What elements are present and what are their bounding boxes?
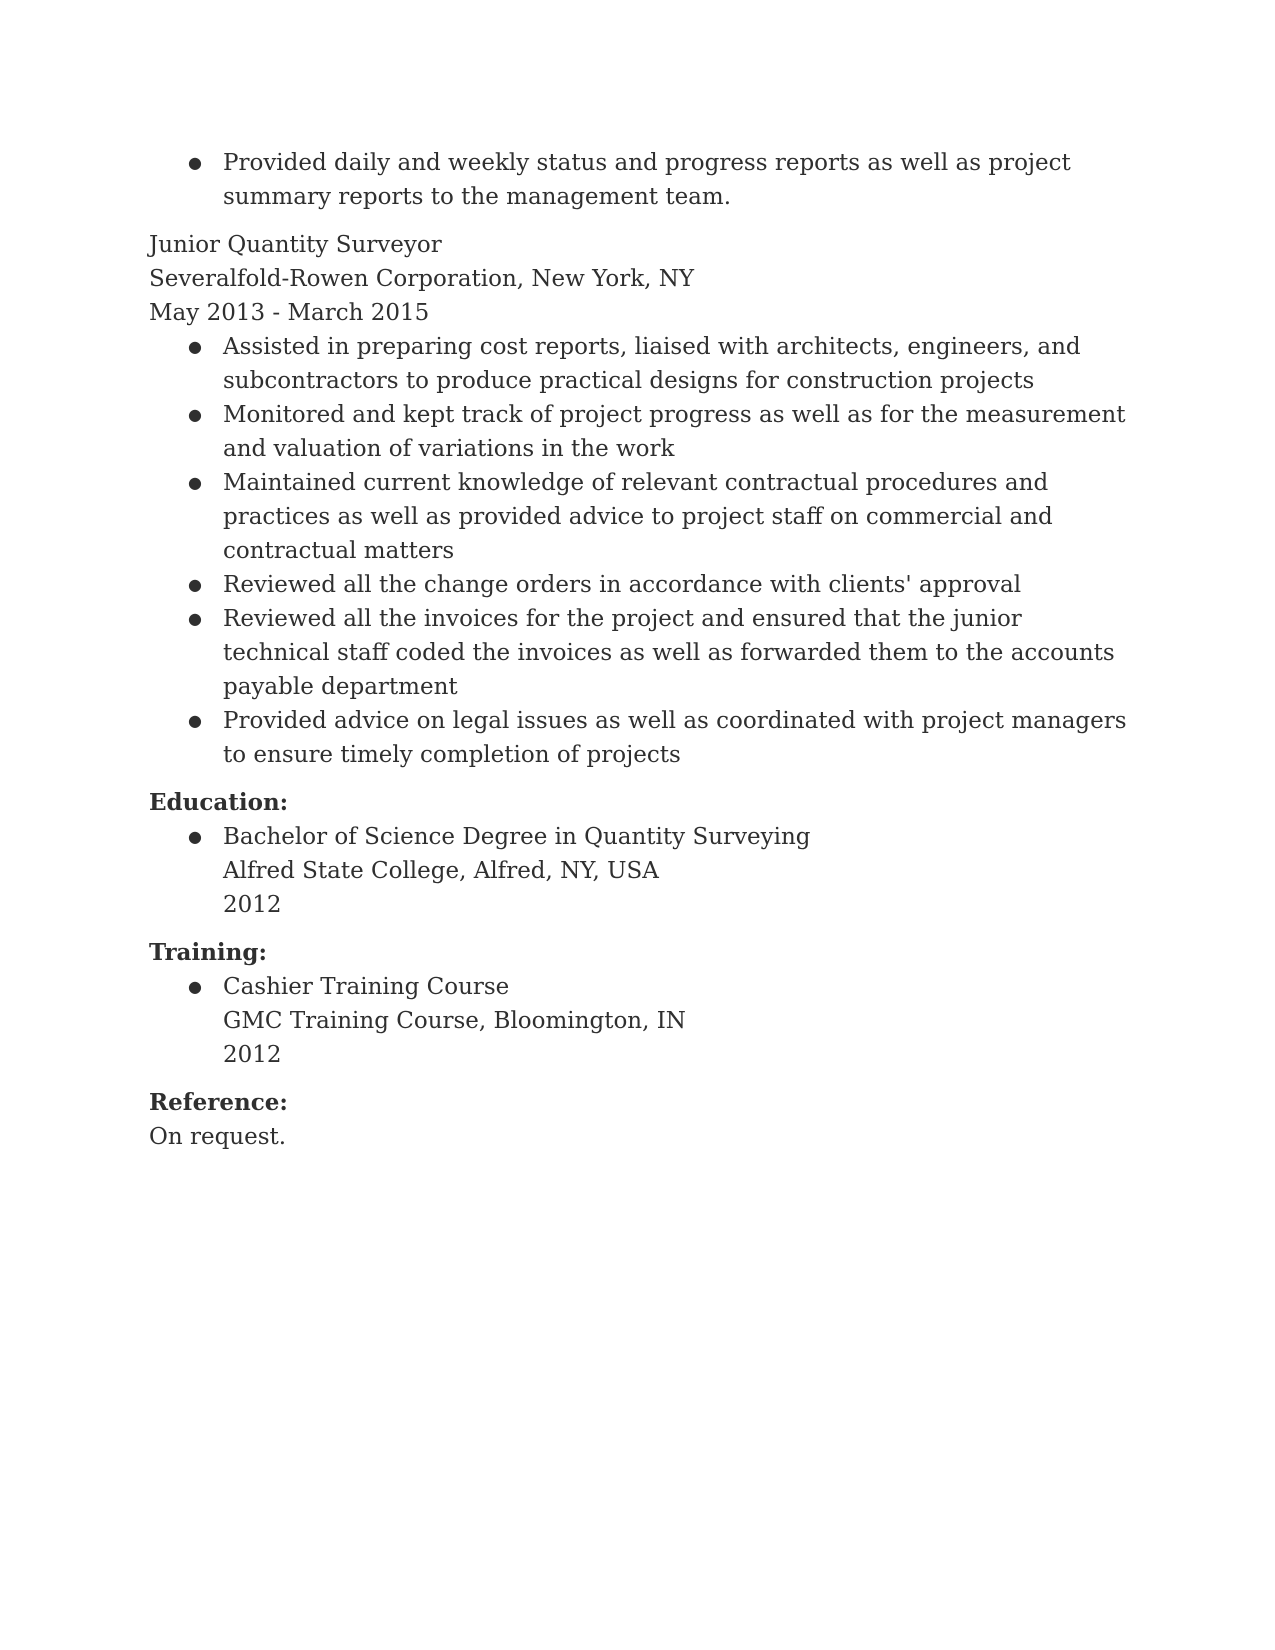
bullet-text: Assisted in preparing cost reports, liaised with architects, engineers, and subcontractors to produce practical designs for construction projects xyxy=(223,334,1081,394)
education-degree: Bachelor of Science Degree in Quantity Surveying xyxy=(223,824,811,850)
bullet-text: Reviewed all the invoices for the project and ensured that the junior technical staff coded the invoices as well as forwarded them to the accounts payable department xyxy=(223,606,1115,700)
list-item xyxy=(149,330,1129,398)
job-entry xyxy=(149,228,1129,772)
job-bullets xyxy=(149,330,1129,772)
bullet-icon: ● xyxy=(188,575,202,594)
reference-section xyxy=(149,1086,1129,1154)
list-item xyxy=(149,820,1129,922)
list-item xyxy=(149,146,1129,214)
bullet-text: Monitored and kept track of project progress as well as for the measurement and valuation of variations in the work xyxy=(223,402,1126,462)
bullet-text: Reviewed all the change orders in accordance with clients' approval xyxy=(223,572,1022,598)
reference-text: On request. xyxy=(149,1124,287,1150)
training-year: 2012 xyxy=(223,1042,282,1068)
list-item xyxy=(149,398,1129,466)
training-section xyxy=(149,936,1129,1072)
list-item xyxy=(149,466,1129,568)
job-title: Junior Quantity Surveyor xyxy=(149,232,442,258)
reference-heading: Reference: xyxy=(149,1089,288,1116)
training-list xyxy=(149,970,1129,1072)
education-school: Alfred State College, Alfred, NY, USA xyxy=(223,858,659,884)
bullet-icon: ● xyxy=(188,473,202,492)
bullet-text: Provided daily and weekly status and progress reports as well as project summary reports to the management team. xyxy=(223,150,1071,210)
previous-job-bullets xyxy=(149,146,1129,214)
resume-content xyxy=(149,146,1129,1154)
job-company: Severalfold-Rowen Corporation, New York, NY xyxy=(149,266,695,292)
bullet-icon: ● xyxy=(188,405,202,424)
list-item xyxy=(149,568,1129,602)
training-provider: GMC Training Course, Bloomington, IN xyxy=(223,1008,686,1034)
education-heading: Education: xyxy=(149,789,289,816)
list-item xyxy=(149,970,1129,1072)
training-heading: Training: xyxy=(149,939,267,966)
bullet-text: Maintained current knowledge of relevant contractual procedures and practices as well as provided advice to project staff on commercial and contractual matters xyxy=(223,470,1053,564)
bullet-icon: ● xyxy=(188,711,202,730)
training-course: Cashier Training Course xyxy=(223,974,510,1000)
bullet-icon: ● xyxy=(188,977,202,996)
list-item xyxy=(149,602,1129,704)
job-dates: May 2013 - March 2015 xyxy=(149,300,430,326)
bullet-icon: ● xyxy=(188,609,202,628)
bullet-text: Provided advice on legal issues as well as coordinated with project managers to ensure timely completion of projects xyxy=(223,708,1127,768)
list-item xyxy=(149,704,1129,772)
bullet-icon: ● xyxy=(188,827,202,846)
bullet-icon: ● xyxy=(188,153,202,172)
education-section xyxy=(149,786,1129,922)
education-year: 2012 xyxy=(223,892,282,918)
bullet-icon: ● xyxy=(188,337,202,356)
education-list xyxy=(149,820,1129,922)
